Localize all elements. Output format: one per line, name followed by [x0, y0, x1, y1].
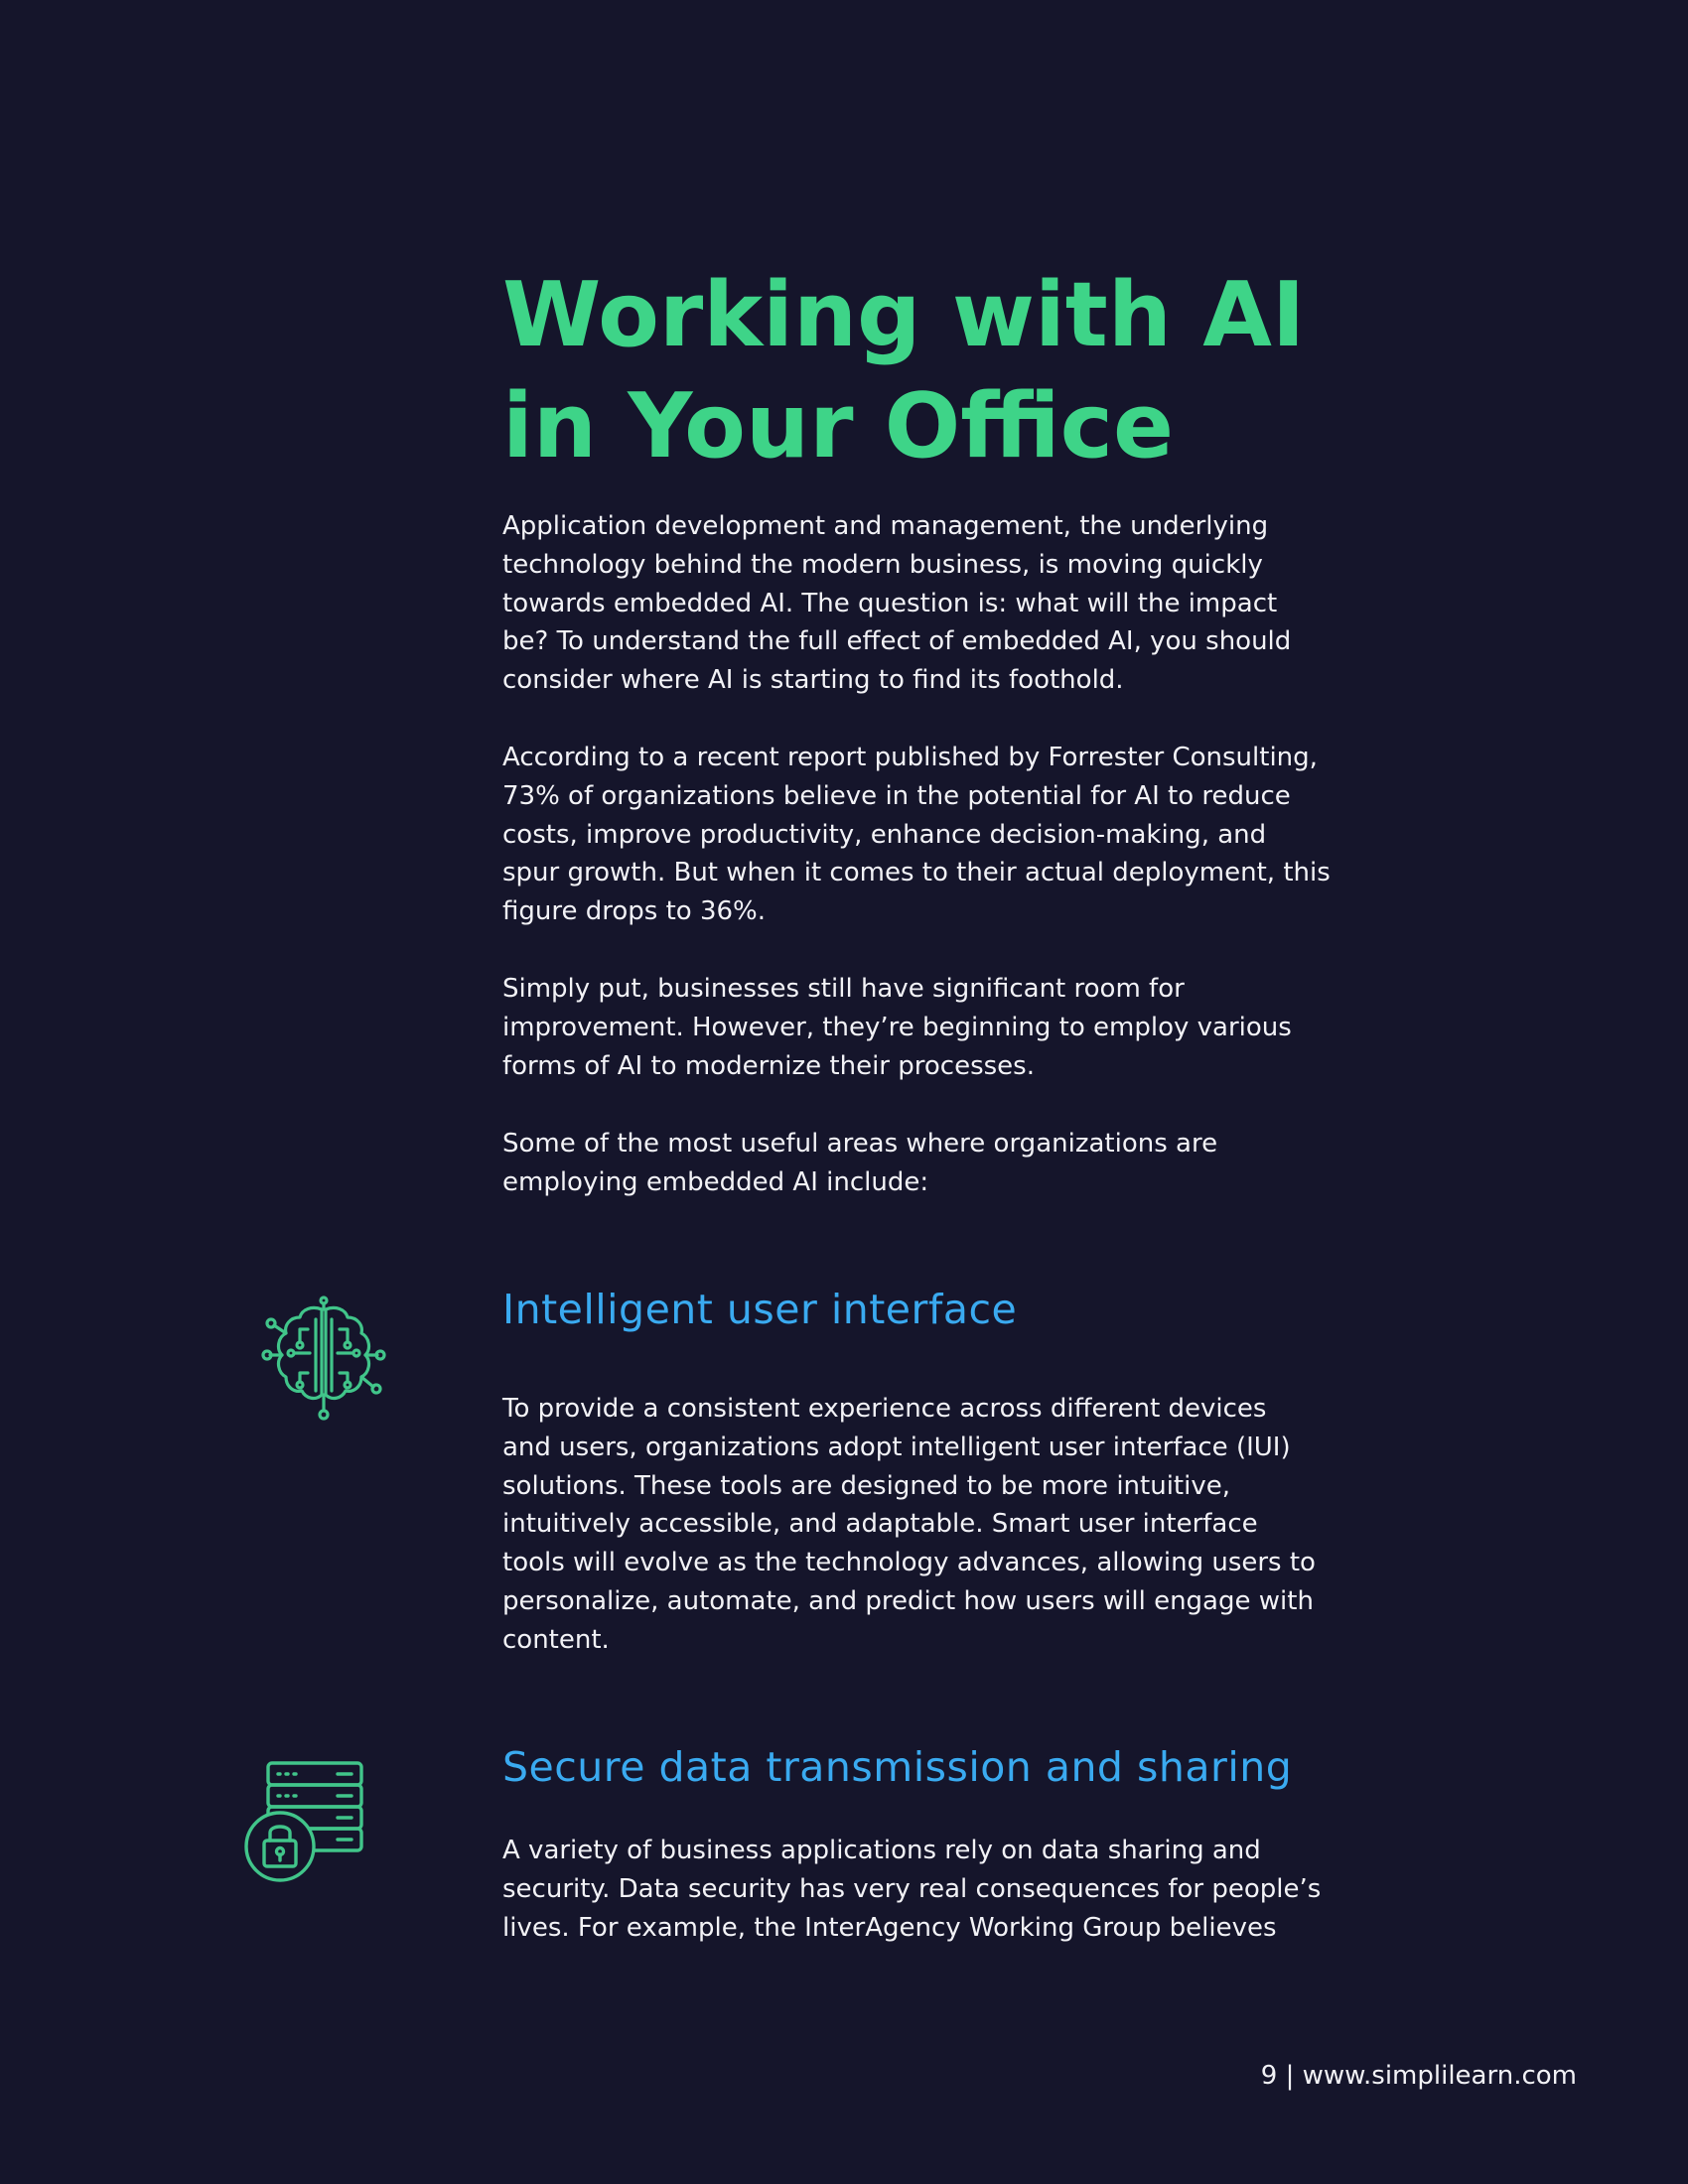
- intro-paragraph-1: Application development and management, the underlying technology behind the modern business, is moving quickly towards embedded AI. The question is: what will the impact be? To understand the full effect of embedded AI, you should consider where AI is starting to find its foothold.: [502, 511, 1292, 696]
- intro-paragraph-4: Some of the most useful areas where organizations are employing embedded AI include:: [502, 1129, 1218, 1197]
- section-heading-secure-data: Secure data transmission and sharing: [502, 1743, 1293, 1791]
- page-title-line-1: Working with AI: [502, 263, 1306, 367]
- brain-circuit-icon: [260, 1296, 387, 1427]
- page-title: [502, 260, 1495, 482]
- intro-paragraph-3: Simply put, businesses still have significant room for improvement. However, they’re beginning to employ various forms of AI to modernize their processes.: [502, 974, 1292, 1081]
- page-title-line-2: in Your Office: [502, 374, 1175, 478]
- page-footer: 9 | www.simplilearn.com: [1260, 2061, 1577, 2091]
- section-body-intelligent-ui: To provide a consistent experience across different devices and users, organizations adopt intelligent user interface (IUI) solutions. These tools are designed to be more intuitive, intuitively accessible, and adaptable. Smart user interface tools will evolve as the technology advances, allowing users to personalize, automate, and predict how users will engage with content.: [502, 1394, 1316, 1655]
- section-body-secure-data: A variety of business applications rely on data sharing and security. Data security has very real consequences for people’s lives. For example, the InterAgency Working Group believes: [502, 1836, 1322, 1943]
- intro-paragraph-2: According to a recent report published by Forrester Consulting, 73% of organizations believe in the potential for AI to reduce costs, improve productivity, enhance decision-making, and spur growth. But when it comes to their actual deployment, this figure drops to 36%.: [502, 743, 1331, 927]
- section-heading-intelligent-ui: Intelligent user interface: [502, 1286, 1018, 1333]
- server-lock-icon: [242, 1759, 367, 1888]
